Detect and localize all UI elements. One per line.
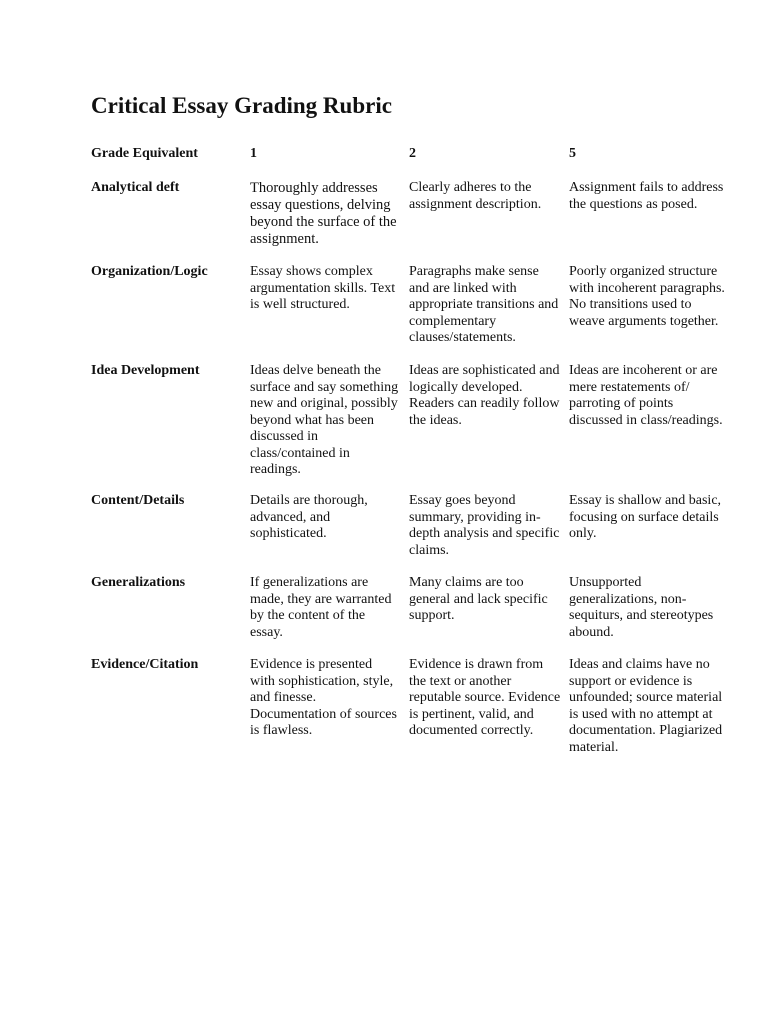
header-label: Grade Equivalent: [91, 146, 198, 161]
grade-5-description: Poorly organized structure with incoherent paragraphs. No transitions used to weave arguments together.: [569, 264, 725, 329]
grade-heading-1: 1: [250, 146, 257, 161]
grade-5-description: Essay is shallow and basic, focusing on surface details only.: [569, 493, 722, 541]
grade-5-description: Ideas are incoherent or are mere restatements of/ parroting of points discussed in class/readings.: [569, 363, 723, 428]
criterion-label: Idea Development: [91, 363, 200, 378]
grade-1-description: Ideas delve beneath the surface and say something new and original, possibly beyond what has been discussed in class/contained in readings.: [250, 363, 399, 477]
grade-2-description: Paragraphs make sense and are linked with appropriate transitions and complementary clauses/statements.: [409, 264, 559, 345]
criterion-label: Content/Details: [91, 493, 185, 508]
criterion-label: Analytical deft: [91, 180, 180, 195]
criterion-label: Evidence/Citation: [91, 657, 199, 672]
grade-5-description: Ideas and claims have no support or evidence is unfounded; source material is used with no attempt at documentation. Plagiarized material.: [569, 657, 723, 755]
grade-2-description: Evidence is drawn from the text or another reputable source. Evidence is pertinent, valid, and documented correctly.: [409, 657, 561, 738]
grade-2-description: Many claims are too general and lack specific support.: [409, 575, 548, 623]
grade-1-description: Thoroughly addresses essay questions, delving beyond the surface of the assignment.: [250, 180, 397, 247]
criterion-label: Generalizations: [91, 575, 186, 590]
grade-1-description: Details are thorough, advanced, and sophisticated.: [250, 493, 368, 541]
grade-1-description: If generalizations are made, they are warranted by the content of the essay.: [250, 575, 392, 640]
grade-heading-2: 2: [409, 146, 416, 161]
grade-2-description: Clearly adheres to the assignment description.: [409, 180, 542, 212]
grade-2-description: Essay goes beyond summary, providing in-depth analysis and specific claims.: [409, 493, 560, 558]
grade-1-description: Essay shows complex argumentation skills. Text is well structured.: [250, 264, 396, 312]
grade-1-description: Evidence is presented with sophistication, style, and finesse. Documentation of sources is flawless.: [250, 657, 397, 738]
grade-5-description: Unsupported generalizations, non-sequiturs, and stereotypes abound.: [569, 575, 714, 640]
grade-2-description: Ideas are sophisticated and logically developed. Readers can readily follow the ideas.: [409, 363, 560, 428]
grade-5-description: Assignment fails to address the questions as posed.: [569, 180, 724, 212]
criterion-label: Organization/Logic: [91, 264, 208, 279]
page-title: Critical Essay Grading Rubric: [91, 93, 392, 118]
grade-heading-5: 5: [569, 146, 576, 161]
